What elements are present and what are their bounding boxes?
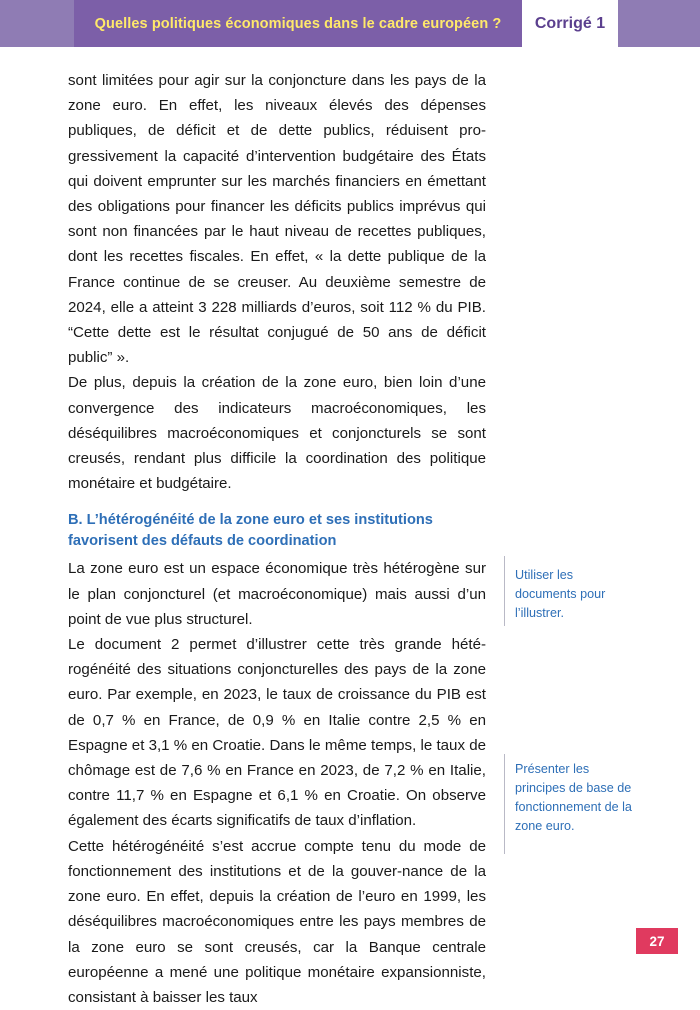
header-band-right [618, 0, 700, 47]
paragraph-2: De plus, depuis la création de la zone euro, bien loin d’une convergence des indicateurs macroéconomiques, les déséquilibres macroéconomiques et conjoncturels se sont creusés, rendant plus difficile la coordination des politique monétaire et budgétaire. [68, 374, 486, 493]
corrige-badge [522, 0, 618, 47]
header-title-box [74, 0, 522, 47]
paragraph-1: sont limitées pour agir sur la conjoncture dans les pays de la zone euro. En effet, les niveaux élevés des dépenses publiques, de déficit et de dette publics, réduisent pro-gressivement la capacité d’intervention budgétaire des États qui doivent emprunter sur les marchés financiers en émettant des obligations pour financer les déficits publics imprévus qui sont non financées par le haut niveau de recettes publiques, dont les recettes fiscales. En effet, « la dette publique de la France continue de se creuser. Au deuxième semestre de 2024, elle a atteint 3 228 milliards d’euros, soit 112 % du PIB. “Cette dette est le résultat conjugué de 50 ans de déficit public” ». [68, 72, 486, 367]
paragraph-4: Le document 2 permet d’illustrer cette très grande hété-rogénéité des situations conjoncturelles des pays de la zone euro. Par exemple, en 2023, le taux de croissance du PIB est de 0,7 % en France, de 0,9 % en Italie contre 2,5 % en Espagne et 3,1 % en Croatie. Dans le même temps, le taux de chômage est de 7,6 % en France en 2023, de 7,2 % en Italie, contre 11,7 % en Espagne et 6,1 % en Croatie. On observe également des écarts significatifs de taux d’inflation. [68, 636, 486, 830]
paragraph-3: La zone euro est un espace économique très hétérogène sur le plan conjoncturel (et macroéconomique) mais aussi d’un point de vue plus structurel. [68, 560, 486, 628]
margin-note-divider-2 [504, 754, 505, 854]
margin-note-1: Utiliser les documents pour l’illustrer. [515, 568, 606, 620]
page-header [0, 0, 700, 47]
section-subheading: B. L’hétérogénéité de la zone euro et ses institutions favorisent des défauts de coordination [68, 512, 433, 550]
header-band-left [0, 0, 74, 47]
corrige-label: Corrigé 1 [534, 14, 606, 32]
main-text-column [68, 68, 486, 1010]
page-title: Quelles politiques économiques dans le cadre européen ? [94, 15, 502, 32]
paragraph-5: Cette hétérogénéité s’est accrue compte tenu du mode de fonctionnement des institutions et de la gouver-nance de la zone euro. En effet, depuis la création de l’euro en 1999, les déséquilibres macroéconomiques entre les pays membres de la zone euro se sont creusés, car la Banque centrale européenne a mené une politique monétaire expansionniste, consistant à baisser les taux [68, 837, 486, 1006]
page-number-badge: 27 [636, 928, 678, 954]
margin-note-divider-1 [504, 556, 505, 626]
margin-note-2: Présenter les principes de base de fonctionnement de la zone euro. [515, 762, 632, 833]
